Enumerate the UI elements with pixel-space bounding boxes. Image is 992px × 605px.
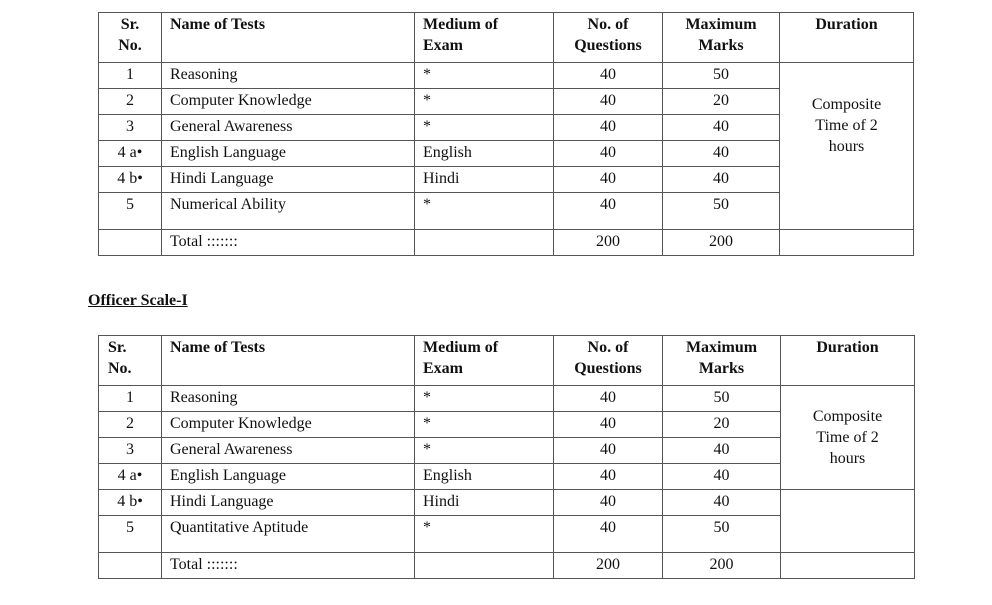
cell-medium: * xyxy=(415,63,554,89)
cell-medium: English xyxy=(415,464,554,490)
cell-empty xyxy=(99,230,162,256)
cell-medium: * xyxy=(415,193,554,219)
cell-test-name: Hindi Language xyxy=(162,490,415,516)
cell-medium: * xyxy=(415,438,554,464)
cell-max-marks: 40 xyxy=(663,141,780,167)
cell-questions: 40 xyxy=(554,516,663,542)
exam-pattern-table-officer xyxy=(98,335,915,579)
header-sr-no: Sr. No. xyxy=(99,336,162,386)
header-medium: Medium of Exam xyxy=(415,336,554,386)
cell-sr-no: 1 xyxy=(99,63,162,89)
cell-test-name: English Language xyxy=(162,141,415,167)
cell-empty xyxy=(415,230,554,256)
cell-empty xyxy=(415,553,554,579)
total-marks: 200 xyxy=(663,230,780,256)
cell-duration: Composite Time of 2 hours xyxy=(780,63,914,230)
cell-max-marks: 50 xyxy=(663,63,780,89)
total-questions: 200 xyxy=(554,230,663,256)
cell-medium: * xyxy=(415,115,554,141)
cell-sr-no: 5 xyxy=(99,516,162,542)
cell-questions: 40 xyxy=(554,193,663,219)
cell-max-marks: 40 xyxy=(663,490,781,516)
cell-max-marks: 20 xyxy=(663,89,780,115)
table-row xyxy=(99,63,914,89)
cell-questions: 40 xyxy=(554,464,663,490)
cell-medium: * xyxy=(415,516,554,542)
cell-empty xyxy=(99,553,162,579)
cell-test-name: Numerical Ability xyxy=(162,193,415,219)
cell-sr-no: 1 xyxy=(99,386,162,412)
cell-max-marks: 20 xyxy=(663,412,781,438)
cell-max-marks: 40 xyxy=(663,115,780,141)
cell-questions: 40 xyxy=(554,412,663,438)
total-marks: 200 xyxy=(663,553,781,579)
cell-medium: Hindi xyxy=(415,167,554,193)
cell-sr-no: 3 xyxy=(99,115,162,141)
table-header-row xyxy=(99,13,914,63)
cell-sr-no: 4 b• xyxy=(99,490,162,516)
cell-max-marks: 40 xyxy=(663,438,781,464)
header-sr-no: Sr. No. xyxy=(99,13,162,63)
header-medium: Medium of Exam xyxy=(415,13,554,63)
cell-max-marks: 50 xyxy=(663,516,781,542)
total-row xyxy=(99,230,914,256)
cell-duration: Composite Time of 2 hours xyxy=(781,386,915,490)
cell-medium: * xyxy=(415,412,554,438)
cell-max-marks: 40 xyxy=(663,167,780,193)
header-duration: Duration xyxy=(780,13,914,63)
cell-medium: * xyxy=(415,89,554,115)
cell-sr-no: 4 a• xyxy=(99,464,162,490)
cell-test-name: English Language xyxy=(162,464,415,490)
cell-test-name: General Awareness xyxy=(162,115,415,141)
cell-sr-no: 3 xyxy=(99,438,162,464)
total-questions: 200 xyxy=(554,553,663,579)
cell-max-marks: 50 xyxy=(663,386,781,412)
cell-test-name: Hindi Language xyxy=(162,167,415,193)
cell-questions: 40 xyxy=(554,89,663,115)
cell-empty xyxy=(781,490,915,553)
cell-test-name: Reasoning xyxy=(162,386,415,412)
cell-questions: 40 xyxy=(554,115,663,141)
header-questions: No. of Questions xyxy=(554,336,663,386)
table-row xyxy=(99,386,915,412)
header-max-marks: Maximum Marks xyxy=(663,13,780,63)
cell-empty xyxy=(781,553,915,579)
cell-test-name: General Awareness xyxy=(162,438,415,464)
cell-medium: * xyxy=(415,386,554,412)
header-duration: Duration xyxy=(781,336,915,386)
cell-max-marks: 40 xyxy=(663,464,781,490)
cell-questions: 40 xyxy=(554,167,663,193)
cell-sr-no: 4 b• xyxy=(99,167,162,193)
cell-questions: 40 xyxy=(554,490,663,516)
cell-questions: 40 xyxy=(554,438,663,464)
header-test-name: Name of Tests xyxy=(162,336,415,386)
cell-test-name: Reasoning xyxy=(162,63,415,89)
table-row xyxy=(99,490,915,516)
cell-empty xyxy=(780,230,914,256)
cell-sr-no: 5 xyxy=(99,193,162,219)
header-max-marks: Maximum Marks xyxy=(663,336,781,386)
cell-questions: 40 xyxy=(554,386,663,412)
cell-sr-no: 2 xyxy=(99,89,162,115)
total-label: Total ::::::: xyxy=(162,230,415,256)
cell-sr-no: 4 a• xyxy=(99,141,162,167)
cell-test-name: Quantitative Aptitude xyxy=(162,516,415,542)
header-test-name: Name of Tests xyxy=(162,13,415,63)
exam-pattern-table xyxy=(98,12,914,256)
header-questions: No. of Questions xyxy=(554,13,663,63)
cell-questions: 40 xyxy=(554,141,663,167)
total-row xyxy=(99,553,915,579)
cell-medium: Hindi xyxy=(415,490,554,516)
cell-medium: English xyxy=(415,141,554,167)
table-header-row xyxy=(99,336,915,386)
cell-max-marks: 50 xyxy=(663,193,780,219)
cell-test-name: Computer Knowledge xyxy=(162,412,415,438)
total-label: Total ::::::: xyxy=(162,553,415,579)
cell-test-name: Computer Knowledge xyxy=(162,89,415,115)
section-heading: Officer Scale-I xyxy=(88,292,188,309)
cell-questions: 40 xyxy=(554,63,663,89)
cell-sr-no: 2 xyxy=(99,412,162,438)
